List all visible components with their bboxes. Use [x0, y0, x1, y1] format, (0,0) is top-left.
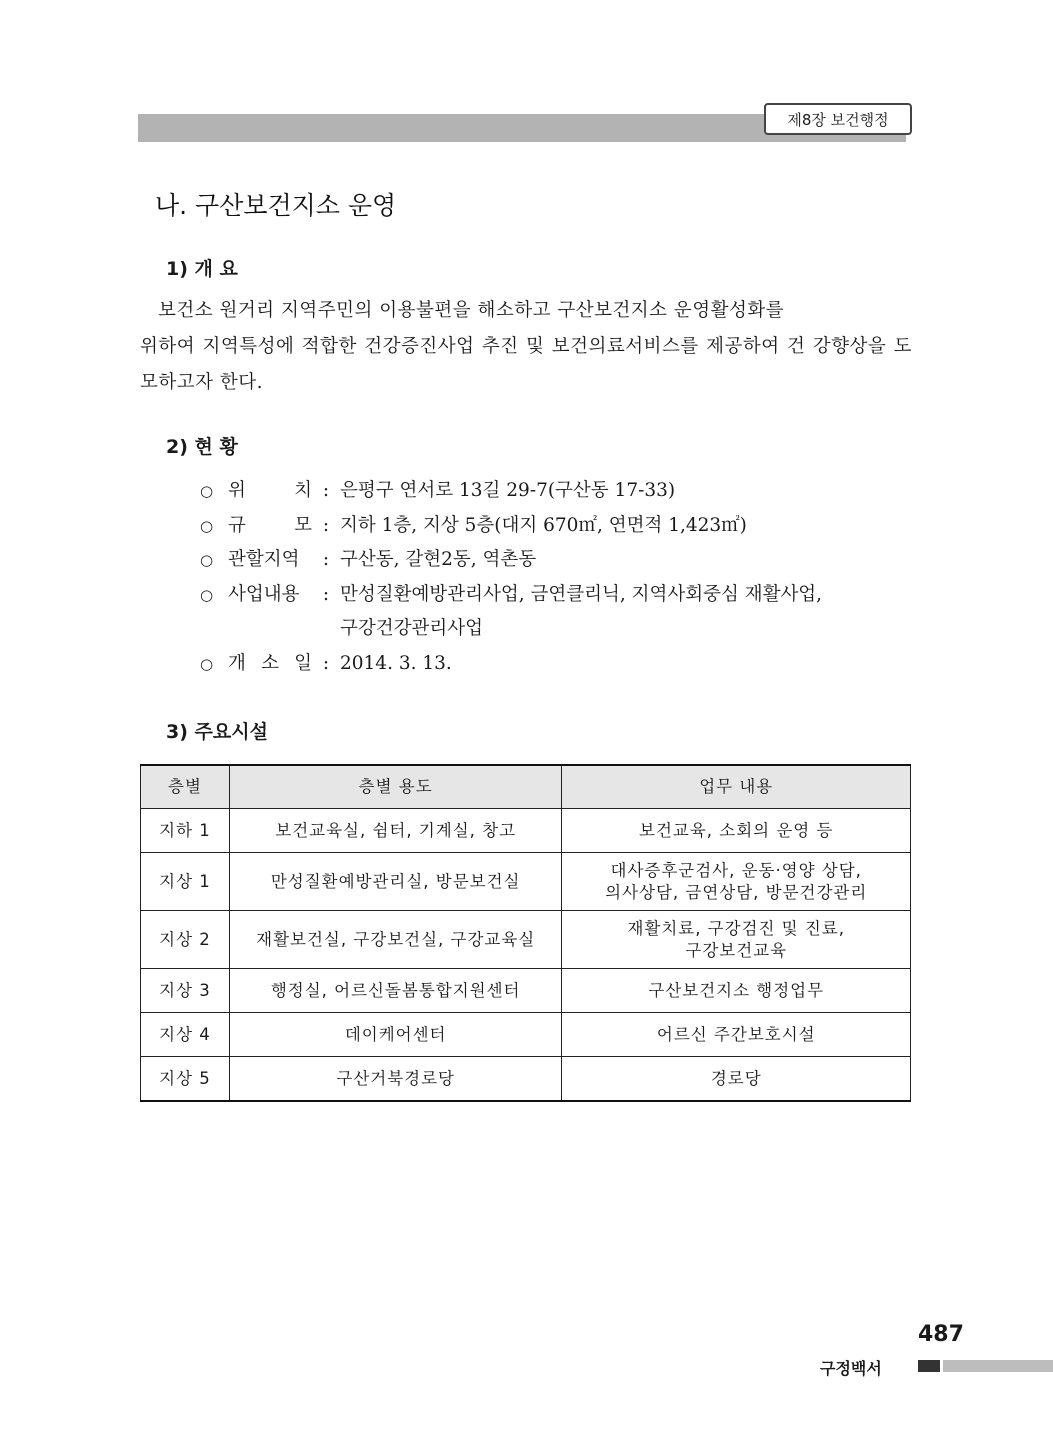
overview-line: 보건소 원거리 지역주민의 이용불편을 해소하고 구산보건지소 운영활성화를	[158, 300, 785, 321]
bullet-icon: ○	[200, 516, 214, 535]
floor-cell: 지하 1	[141, 809, 230, 853]
bullet-icon: ○	[200, 585, 214, 604]
use-cell: 데이케어센터	[229, 1013, 562, 1057]
status-label	[228, 509, 312, 544]
status-list	[200, 474, 916, 681]
use-cell: 행정실, 어르신돌봄통합지원센터	[229, 969, 562, 1013]
separator: :	[322, 514, 330, 536]
status-value: 은평구 연서로 13길 29-7(구산동 17-33)	[340, 480, 676, 501]
status-value: 구산동, 갈현2동, 역촌동	[340, 549, 537, 570]
work-line: 어르신 주간보호시설	[656, 1024, 816, 1044]
work-line: 구강보건교육	[685, 940, 788, 960]
work-line: 대사증후군검사, 운동·영양 상담,	[610, 860, 862, 880]
label-char: 모	[294, 514, 312, 536]
work-line: 보건교육, 소회의 운영 등	[639, 820, 834, 840]
overview-line: 위하여 지역특성에 적합한 건강증진사업 추진 및 보건의료서비스를 제공하여 건	[140, 336, 806, 357]
status-item-jurisdiction	[200, 543, 916, 578]
work-cell	[562, 969, 911, 1013]
work-line: 재활치료, 구강검진 및 진료,	[627, 918, 845, 938]
status-item-programs	[200, 578, 916, 613]
table-row	[141, 1013, 911, 1057]
overview-line: 강향상을 도모하고자 한다.	[140, 336, 912, 393]
table-row	[141, 853, 911, 911]
separator: :	[322, 480, 330, 501]
status-value-cont: 구강건강관리사업	[340, 618, 483, 639]
work-cell	[562, 809, 911, 853]
book-title: 구정백서	[820, 1359, 882, 1378]
label-char: 개	[228, 652, 246, 674]
work-cell	[562, 911, 911, 969]
status-item-programs-cont	[200, 612, 916, 647]
overview-heading: 1) 개 요	[166, 258, 238, 280]
floor-cell: 지상 3	[141, 969, 230, 1013]
label-char: 치	[294, 480, 312, 501]
table-row	[141, 969, 911, 1013]
separator: :	[322, 549, 330, 570]
facilities-heading: 3) 주요시설	[166, 721, 268, 743]
chapter-tab: 제8장 보건행정	[764, 103, 912, 135]
status-item-location	[200, 474, 916, 509]
table-row	[141, 1057, 911, 1102]
column-header: 층별 용도	[229, 765, 562, 809]
label-char: 사업내용	[228, 583, 300, 605]
work-line: 구산보건지소 행정업무	[648, 980, 825, 1000]
page-number: 487	[918, 1322, 964, 1347]
status-label	[228, 543, 312, 578]
section-title: 나. 구산보건지소 운영	[155, 191, 397, 220]
facilities-table	[140, 764, 911, 1102]
footer-marker-dark	[918, 1360, 940, 1372]
table-row	[141, 911, 911, 969]
use-cell: 재활보건실, 구강보건실, 구강교육실	[229, 911, 562, 969]
overview-paragraph	[140, 293, 912, 401]
floor-cell: 지상 1	[141, 853, 230, 911]
use-cell: 보건교육실, 쉼터, 기계실, 창고	[229, 809, 562, 853]
floor-cell: 지상 4	[141, 1013, 230, 1057]
bullet-icon: ○	[200, 482, 214, 500]
table-row	[141, 809, 911, 853]
use-cell: 만성질환예방관리실, 방문보건실	[229, 853, 562, 911]
column-header: 업무 내용	[562, 765, 911, 809]
work-line: 경로당	[710, 1068, 762, 1088]
floor-cell: 지상 5	[141, 1057, 230, 1102]
status-value: 만성질환예방관리사업, 금연클리닉, 지역사회중심 재활사업,	[340, 583, 823, 605]
work-cell	[562, 853, 911, 911]
floor-cell: 지상 2	[141, 911, 230, 969]
status-item-opening	[200, 647, 916, 682]
bullet-icon: ○	[200, 551, 214, 569]
separator: :	[322, 652, 330, 674]
separator: :	[322, 583, 330, 605]
status-item-scale	[200, 509, 916, 544]
work-cell	[562, 1013, 911, 1057]
status-value: 지하 1층, 지상 5층(대지 670㎡, 연면적 1,423㎡)	[340, 514, 747, 536]
work-line: 의사상담, 금연상담, 방문건강관리	[605, 882, 868, 902]
status-label	[228, 647, 312, 682]
use-cell: 구산거북경로당	[229, 1057, 562, 1102]
label-char: 위	[228, 480, 246, 501]
label-char: 관할지역	[228, 549, 300, 570]
status-value: 2014. 3. 13.	[340, 652, 452, 674]
bullet-icon: ○	[200, 654, 214, 673]
status-heading: 2) 현 황	[166, 436, 238, 458]
label-char: 소	[261, 652, 279, 674]
status-label	[228, 578, 312, 613]
status-label	[228, 474, 312, 509]
label-char: 규	[228, 514, 246, 536]
footer-marker-light	[943, 1360, 1053, 1372]
table-header-row	[141, 765, 911, 809]
column-header: 층별	[141, 765, 230, 809]
work-cell	[562, 1057, 911, 1102]
label-char: 일	[294, 652, 312, 674]
